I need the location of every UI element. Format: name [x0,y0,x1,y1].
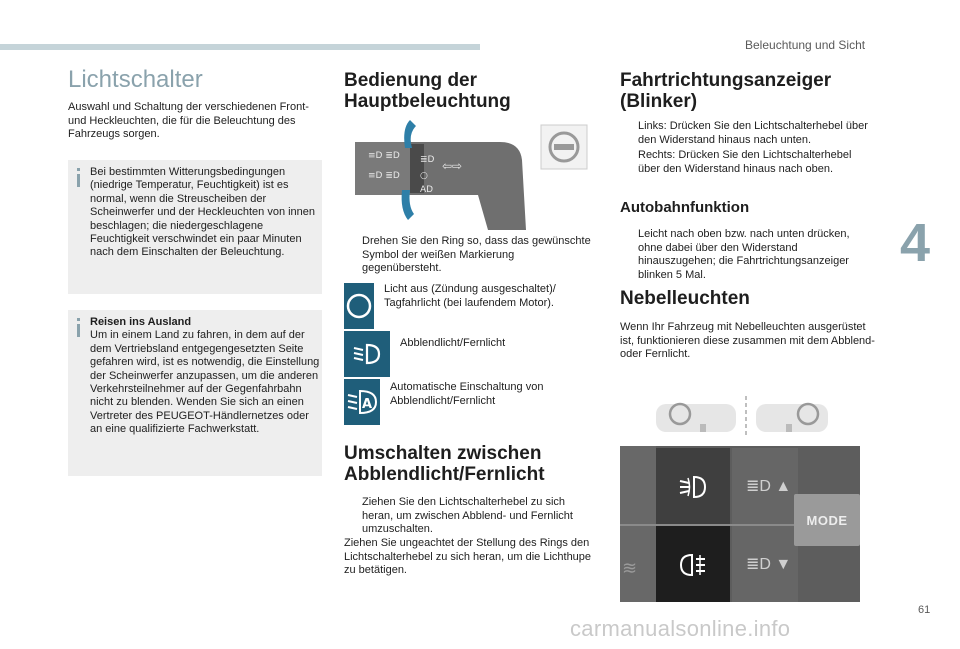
ring-instruction-text: Drehen Sie den Ring so, dass das gewünschte Symbol der weißen Markierung gegenübersteht. [362,235,591,275]
bullet-marker [620,228,630,282]
front-fog-light-icon [678,474,708,500]
lighting-mode-text: Abblendlicht/Fernlicht [400,337,506,349]
bullet-marker [620,149,630,176]
lighting-mode-list [344,283,594,425]
indicator-bullet [620,149,876,176]
bullet-marker [620,120,630,147]
ring-instruction [344,235,594,276]
fog-lights-text: Wenn Ihr Fahrzeug mit Nebelleuchten ausgerüstet ist, funktionieren diese zusammen mit dem Abblend- oder Fernlicht. [620,321,875,361]
svg-text:A: A [361,397,373,412]
info-icon-dot [77,318,80,321]
front-fog-light-button[interactable] [656,448,730,524]
autobahn-bullet-text: Leicht nach oben bzw. nach unten drücken, ohne dabei über den Widerstand hinauszugehen; die Fahrtrichtungsanzeiger blinken 5 Mal. [638,228,850,281]
beam-switch-bullet [344,496,594,537]
indicator-bullet-list [620,120,876,176]
info-title-travel: Reisen ins Ausland [90,316,192,328]
section-title-fog-lights: Nebelleuchten [620,288,750,309]
info-icon [77,174,80,187]
mode-button-label: MODE [806,512,848,528]
rear-fog-light-icon [678,552,708,578]
info-icon [77,324,80,337]
svg-text:⇦⇨: ⇦⇨ [442,159,463,173]
rear-fog-light-button[interactable] [656,526,730,602]
page-number: 61 [918,604,931,616]
mode-button[interactable] [794,494,860,546]
info-text-travel: Um in einem Land zu fahren, in dem auf der dem Vertriebsland entgegengesetzten Seite gefahren wird, ist es notwendig, die Einstellung der Scheinwerfer anzupassen, um die anderen Verkehrsteilnehmer auf der Gegenfahrbahn nicht zu blenden. Wenden Sie sich an einen Vertreter des PEUGEOT-Händlernetzes oder an eine qualifizierte Fachwerkstatt. [90,329,320,436]
svg-text:AD: AD [420,185,434,195]
section-title-beam-switch: Umschalten zwischen Abblendlicht/Fernlicht [344,443,545,485]
lighting-mode-text: Licht aus (Zündung ausgeschaltet)/ Tagfahrlicht (bei laufendem Motor). [384,283,556,309]
chapter-number: 4 [900,213,931,273]
lighting-mode-item [344,331,594,377]
flash-instruction-text: Ziehen Sie ungeachtet der Stellung des Rings den Lichtschalterhebel zu sich heran, um die Lichthupe zu betätigen. [344,537,592,577]
info-box-travel-abroad [68,310,322,476]
section-title-main-lighting: Bedienung der Hauptbeleuchtung [344,70,511,112]
beam-up-button[interactable] [732,448,798,524]
svg-text:≣D: ≣D [420,155,435,165]
section-title-indicators: Fahrtrichtungsanzeiger (Blinker) [620,70,832,112]
beam-down-button[interactable] [732,526,798,602]
auto-lighting-icon [344,379,380,425]
section-title-autobahn: Autobahnfunktion [620,199,750,216]
lighting-mode-item [344,283,594,329]
bullet-marker [344,235,354,276]
indicator-bullet [620,120,876,147]
info-icon-dot [77,168,80,171]
running-title: Beleuchtung und Sicht [745,38,866,52]
indicator-bullet-text: Links: Drücken Sie den Lichtschalterhebel über den Widerstand hinaus nach unten. [638,120,868,146]
light-up-icon: ≣D ▲ [746,478,792,495]
light-off-icon [344,283,374,329]
light-stalk-illustration [350,120,590,230]
section-title-lichtschalter: Lichtschalter [68,66,203,93]
light-down-icon: ≣D ▼ [746,556,792,573]
lighting-mode-item [344,379,594,425]
indicator-bullet-text: Rechts: Drücken Sie den Lichtschalterhebel über den Widerstand hinaus nach oben. [638,149,852,175]
bullet-marker [344,496,354,537]
svg-text:≡D ≣D: ≡D ≣D [368,151,400,161]
fog-light-panel [620,446,860,602]
steering-wheel-illustration [656,396,832,438]
lighting-mode-text: Automatische Einschaltung von Abblendlicht/Fernlicht [389,381,544,407]
info-text-condensation: Bei bestimmten Witterungsbedingungen (niedrige Temperatur, Feuchtigkeit) ist es normal, wenn die Streuscheiben der Scheinwerfer und der Heckleuchten von innen beschlagen; die niedergeschlagene Feuchtigkeit verschwindet ein paar Minuten nach dem Einschalten der Beleuchtung. [90,166,316,259]
svg-text:○: ○ [420,171,428,181]
panel-wiper-icon: ≋ [622,558,638,578]
beam-switch-bullet-text: Ziehen Sie den Lichtschalterhebel zu sich heran, um zwischen Abblend- und Fernlicht umzuschalten. [362,496,573,536]
watermark: carmanualsonline.info [570,616,791,641]
autobahn-bullet [620,228,876,282]
top-accent-bar [0,44,480,50]
info-content-travel [90,316,320,437]
dipped-beam-icon [344,331,390,377]
intro-text: Auswahl und Schaltung der verschiedenen Front- und Heckleuchten, die für die Beleuchtung des Fahrzeugs sorgen. [68,101,309,141]
info-box-condensation [68,160,322,294]
svg-text:≡D ≣D: ≡D ≣D [368,171,400,181]
